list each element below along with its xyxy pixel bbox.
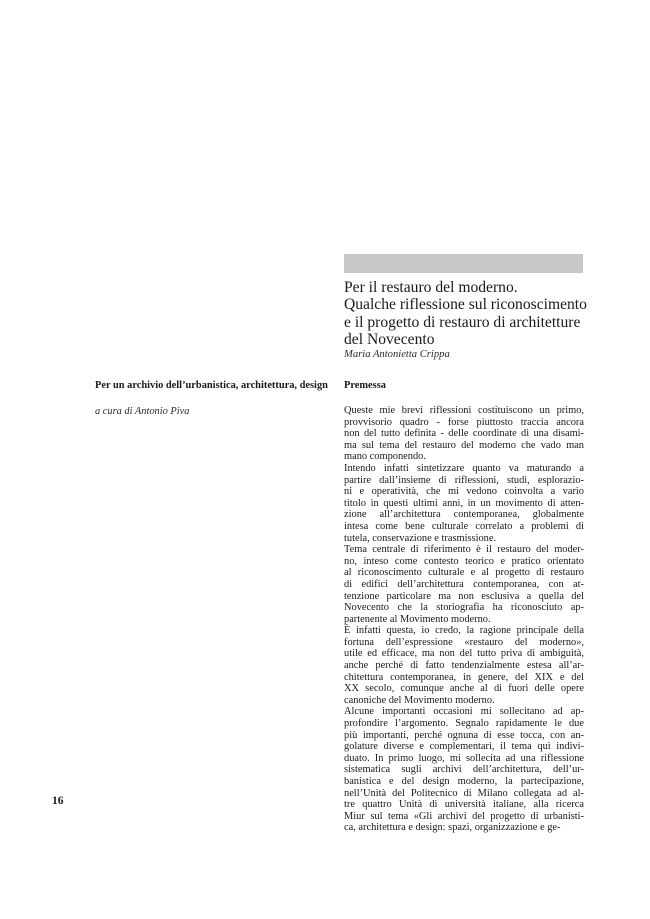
body-line: ca, architettura e design: spazi, organizzazione e ge- xyxy=(344,822,561,834)
body-line: Tema centrale di riferimento è il restauro del moder- xyxy=(344,544,584,556)
body-line: canoniche del Movimento moderno. xyxy=(344,694,495,706)
body-line: intesa come bene culturale correlato a problemi di xyxy=(344,520,584,532)
article-author: Maria Antonietta Crippa xyxy=(344,349,450,360)
body-line: È infatti questa, io credo, la ragione principale della xyxy=(344,625,584,637)
body-line: tenzione particolare ma non esclusiva a quella del xyxy=(344,590,584,602)
body-line: XX secolo, comunque anche al di fuori delle opere xyxy=(344,683,584,695)
body-line: al riconoscimento culturale e al progetto di restauro xyxy=(344,567,584,579)
article-title xyxy=(344,279,589,349)
body-line: non del tutto definita - delle coordinate di una disami- xyxy=(344,428,584,440)
body-line: di edifici dell’architettura contemporanea, con at- xyxy=(344,578,584,590)
body-line: golature diverse e complementari, il tema qui indivi- xyxy=(344,741,584,753)
body-line: no, inteso come contesto teorico e pratico orientato xyxy=(344,555,584,567)
body-line: provvisorio quadro - forse piuttosto traccia ancora xyxy=(344,416,584,428)
article-body xyxy=(344,405,584,834)
body-line: Intendo infatti sintetizzare quanto va maturando a xyxy=(344,462,584,474)
page-number: 16 xyxy=(52,795,64,807)
body-line: fortuna dell’espressione «restauro del moderno», xyxy=(344,636,584,648)
title-line: Per il restauro del moderno. xyxy=(344,279,518,296)
body-line: Queste mie brevi riflessioni costituiscono un primo, xyxy=(344,405,584,416)
body-line: anche perché di fatto tendenzialmente estesa all’ar- xyxy=(344,660,584,672)
sidebar-block xyxy=(95,380,335,417)
body-line: ni e operatività, che mi vedono coinvolta a vario xyxy=(344,486,584,498)
body-line: ma sul tema del restauro del moderno che vado man xyxy=(344,439,584,451)
body-line: zione all’architettura contemporanea, globalmente xyxy=(344,509,584,521)
body-line: tutela, conservazione e trasmissione. xyxy=(344,532,497,544)
body-line: partire dall’insieme di riflessioni, studi, esplorazio- xyxy=(344,474,584,486)
body-line: più importanti, perché ognuna di esse tocca, con an- xyxy=(344,729,584,741)
body-line: nell’Unità del Politecnico di Milano collegata ad al- xyxy=(344,787,584,799)
body-line: banistica e del design moderno, la partecipazione, xyxy=(344,776,584,787)
title-line: del Novecento xyxy=(344,331,435,349)
body-line: profondire l’argomento. Segnalo rapidamente le due xyxy=(344,718,584,730)
section-heading: Premessa xyxy=(344,380,386,391)
body-line: mano componendo. xyxy=(344,451,426,463)
sidebar-section-title: Per un archivio dell’urbanistica, architettura, design xyxy=(95,380,328,391)
title-line: e il progetto di restauro di architetture xyxy=(344,313,581,331)
body-line: Alcune importanti occasioni mi sollecitano ad ap- xyxy=(344,706,584,718)
body-line: sistematica sugli archivi dell’architettura, dell’ur- xyxy=(344,764,584,776)
body-line: Miur sul tema «Gli archivi del progetto di urbanisti- xyxy=(344,810,584,822)
body-line: chitettura contemporanea, in genere, del XIX e del xyxy=(344,671,584,683)
sidebar-editor: a cura di Antonio Piva xyxy=(95,405,190,417)
body-line: duato. In primo luogo, mi sollecita ad una riflessione xyxy=(344,752,584,764)
body-line: partenente al Movimento moderno. xyxy=(344,613,491,625)
header-bar xyxy=(344,254,583,273)
body-line: Novecento che la storiografia ha riconosciuto ap- xyxy=(344,602,584,614)
body-line: utile ed efficace, ma non del tutto priva di ambiguità, xyxy=(344,648,584,660)
body-line: titolo in questi ultimi anni, in un movimento di atten- xyxy=(344,497,584,509)
title-line: Qualche riflessione sul riconoscimento xyxy=(344,296,587,314)
body-line: tre quattro Unità di università italiane, alla ricerca xyxy=(344,799,584,811)
